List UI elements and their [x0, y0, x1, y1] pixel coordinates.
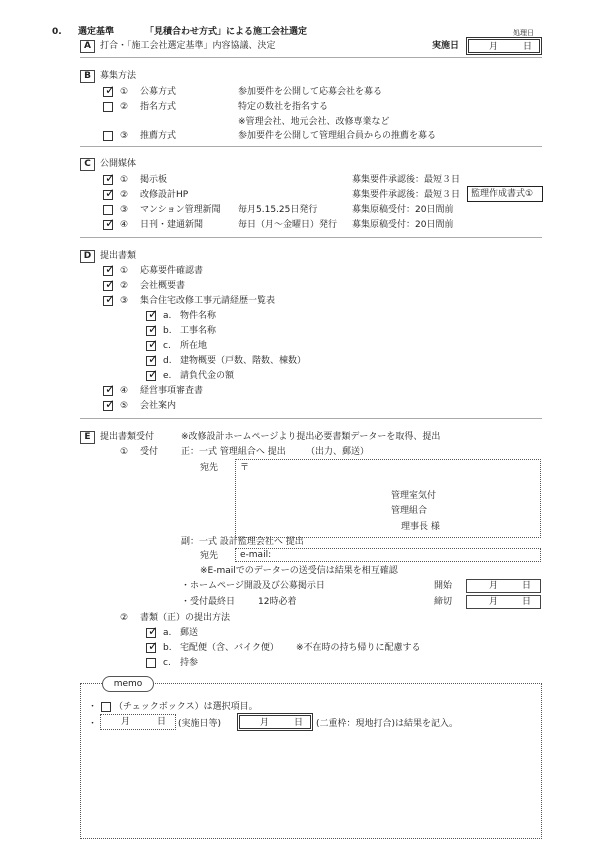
main-submit-note: （出力、郵送）	[306, 447, 370, 457]
check-icon: ✓	[105, 83, 116, 97]
addr-line: 管理室気付	[391, 491, 437, 501]
checkbox-doc[interactable]	[103, 382, 116, 396]
method-note: ※管理会社、地元会社、改修専業など	[238, 117, 390, 127]
checkbox-recommend[interactable]	[103, 131, 113, 141]
proc-date-label: 処理日	[513, 29, 534, 37]
media-schedule: 募集要件承認後：最短３日	[352, 190, 461, 200]
method-num: ②	[120, 613, 129, 623]
checkbox-doc[interactable]	[103, 277, 116, 291]
submit-num: b.	[163, 643, 172, 653]
divider	[80, 57, 542, 58]
doc-num: ②	[120, 281, 129, 291]
deadline-line: ・受付最終日	[181, 597, 236, 607]
doc-num: ③	[120, 296, 129, 306]
doc-name: 集合住宅改修工事元請経歴一覧表	[140, 296, 276, 306]
media-num: ④	[120, 220, 129, 230]
recv-label: 受付	[140, 447, 159, 457]
checkbox-courier[interactable]	[146, 639, 159, 653]
check-icon: ✓	[148, 639, 159, 653]
criteria-label: 選定基準	[78, 27, 115, 37]
media-extra: 毎日（月～金曜日）発行	[238, 220, 338, 230]
section-d-title: 提出書類	[100, 251, 137, 261]
divider	[80, 418, 542, 419]
memo-double-sample	[237, 713, 313, 731]
check-icon: ✓	[105, 262, 116, 276]
media-name: 改修設計HP	[140, 190, 189, 200]
subdoc-name: 所在地	[180, 341, 208, 351]
section-e-letter: E	[80, 431, 95, 444]
month-label: 月	[260, 718, 270, 728]
memo-date-sample	[100, 714, 176, 730]
section-code: 0.	[52, 27, 62, 37]
submit-name: 持参	[180, 658, 199, 668]
subdoc-num: a.	[163, 311, 172, 321]
check-icon: ✓	[148, 307, 159, 321]
submit-note: ※不在時の持ち帰りに配慮する	[296, 643, 421, 653]
memo-line-2a: (実施日等)	[178, 719, 222, 729]
check-icon: ✓	[148, 337, 159, 351]
subdoc-name: 物件名称	[180, 311, 217, 321]
media-schedule: 募集原稿受付：20日間前	[352, 205, 454, 215]
method-num: ②	[120, 102, 129, 112]
divider	[80, 237, 542, 238]
impl-date-label: 実施日	[432, 41, 460, 51]
email-label: e-mail:	[240, 550, 272, 560]
section-b-letter: B	[80, 70, 95, 83]
checkbox-bring[interactable]	[146, 658, 156, 668]
month-label: 月	[121, 717, 131, 727]
check-icon: ✓	[148, 322, 159, 336]
address-box[interactable]	[235, 459, 541, 538]
check-icon: ✓	[105, 171, 116, 185]
section-a-letter: A	[80, 40, 95, 53]
sub-submit-line: 副：一式 設計監理会社へ 提出	[181, 537, 304, 547]
section-e-title: 提出書類受付	[100, 432, 155, 442]
doc-num: ①	[120, 266, 129, 276]
subdoc-name: 建物概要（戸数、階数、棟数）	[180, 356, 307, 366]
doc-num: ④	[120, 386, 129, 396]
section-c-title: 公開媒体	[100, 159, 137, 169]
addr-line: 理事長 様	[401, 522, 440, 532]
memo-checkbox-sample	[101, 702, 111, 712]
checkbox-public[interactable]	[103, 83, 116, 97]
month-label: 月	[489, 42, 499, 52]
doc-num: ⑤	[120, 401, 129, 411]
addr-line: 管理組合	[391, 506, 428, 516]
doc-name: 会社案内	[140, 401, 177, 411]
check-icon: ✓	[148, 624, 159, 638]
day-label: 日	[523, 42, 533, 52]
email-field[interactable]	[235, 548, 541, 562]
checkbox-subdoc[interactable]	[146, 352, 159, 366]
check-icon: ✓	[148, 352, 159, 366]
check-icon: ✓	[105, 186, 116, 200]
memo-line-1: （チェックボックス）は選択項目。	[114, 702, 258, 712]
media-num: ②	[120, 190, 129, 200]
check-icon: ✓	[105, 277, 116, 291]
submit-name: 宅配便（含、バイク便）	[180, 643, 279, 653]
method-num: ①	[120, 87, 129, 97]
media-name: マンション管理新聞	[140, 205, 221, 215]
check-icon: ✓	[105, 382, 116, 396]
check-icon: ✓	[105, 216, 116, 230]
check-icon: ✓	[105, 397, 116, 411]
media-extra: 毎月5.15.25日発行	[238, 205, 318, 215]
method-desc: 特定の数社を指名する	[238, 102, 329, 112]
subdoc-name: 請負代金の額	[180, 371, 235, 381]
method-name: 公募方式	[140, 87, 177, 97]
page-title: 「見積合わせ方式」による施工会社選定	[145, 27, 308, 37]
checkbox-subdoc[interactable]	[146, 322, 159, 336]
method-name: 指名方式	[140, 102, 177, 112]
postal-mark: 〒	[240, 463, 250, 473]
media-name: 掲示板	[140, 175, 168, 185]
end-label: 締切	[434, 597, 453, 607]
month-label: 月	[489, 597, 499, 607]
memo-bullet: ・	[88, 719, 98, 729]
day-label: 日	[522, 597, 532, 607]
form-ref-box	[467, 186, 543, 202]
method-title: 書類（正）の提出方法	[140, 613, 231, 623]
checkbox-doc[interactable]	[103, 292, 116, 306]
end-date-field[interactable]	[466, 595, 541, 609]
memo-tab: memo	[102, 676, 154, 692]
email-note: ※E-mailでのデーターの送受信は結果を相互確認	[200, 566, 398, 576]
submit-num: c.	[163, 658, 171, 668]
doc-name: 経営事項審査書	[140, 386, 204, 396]
submit-name: 郵送	[180, 628, 199, 638]
start-date-field[interactable]	[466, 579, 541, 593]
start-label: 開始	[434, 581, 453, 591]
section-c-letter: C	[80, 158, 95, 171]
method-name: 推薦方式	[140, 131, 177, 141]
check-icon: ✓	[148, 367, 159, 381]
checkbox-subdoc[interactable]	[146, 337, 159, 351]
day-label: 日	[157, 717, 167, 727]
memo-line-2b: (二重枠：現地打合)は結果を記入。	[316, 719, 459, 729]
subdoc-num: d.	[163, 356, 172, 366]
method-desc: 参加要件を公開して応募会社を募る	[238, 87, 383, 97]
recv-num: ①	[120, 447, 129, 457]
submit-num: a.	[163, 628, 172, 638]
addr-label: 宛先	[200, 463, 219, 473]
day-label: 日	[522, 581, 532, 591]
method-num: ③	[120, 131, 129, 141]
subdoc-num: b.	[163, 326, 172, 336]
checkbox-subdoc[interactable]	[146, 367, 159, 381]
media-name: 日刊・建通新聞	[140, 220, 204, 230]
month-label: 月	[489, 581, 499, 591]
checkbox-doc[interactable]	[103, 397, 116, 411]
checkbox-daily[interactable]	[103, 216, 116, 230]
subdoc-num: c.	[163, 341, 171, 351]
media-schedule: 募集原稿受付：20日間前	[352, 220, 454, 230]
addr-label: 宛先	[200, 551, 219, 561]
main-submit-line: 正：一式 管理組合へ 提出	[181, 447, 286, 457]
media-num: ③	[120, 205, 129, 215]
checkbox-board[interactable]	[103, 171, 116, 185]
method-desc: 参加要件を公開して管理組合員からの推薦を募る	[238, 131, 437, 141]
deadline-time: 12時必着	[258, 597, 297, 607]
checkbox-newspaper[interactable]	[103, 205, 113, 215]
section-e-note: ※改修設計ホームページより提出必要書類データーを取得、提出	[181, 432, 441, 442]
media-num: ①	[120, 175, 129, 185]
checkbox-designated[interactable]	[103, 102, 113, 112]
check-icon: ✓	[105, 292, 116, 306]
memo-bullet: ・	[88, 702, 98, 712]
media-schedule: 募集要件承認後：最短３日	[352, 175, 461, 185]
form-ref-label: 監理作成書式①	[471, 189, 534, 199]
impl-date-field[interactable]	[466, 37, 542, 55]
checkbox-doc[interactable]	[103, 262, 116, 276]
section-a-text: 打合・「施工会社選定基準」内容協議、決定	[100, 41, 276, 51]
section-b-title: 募集方法	[100, 71, 137, 81]
checkbox-hp[interactable]	[103, 186, 116, 200]
subdoc-num: e.	[163, 371, 172, 381]
doc-name: 応募要件確認書	[140, 266, 204, 276]
subdoc-name: 工事名称	[180, 326, 217, 336]
hp-line: ・ホームページ開設及び公募掲示日	[181, 581, 325, 591]
divider	[80, 146, 542, 147]
checkbox-subdoc[interactable]	[146, 307, 159, 321]
checkbox-mail[interactable]	[146, 624, 159, 638]
day-label: 日	[294, 718, 304, 728]
section-d-letter: D	[80, 250, 95, 263]
doc-name: 会社概要書	[140, 281, 186, 291]
